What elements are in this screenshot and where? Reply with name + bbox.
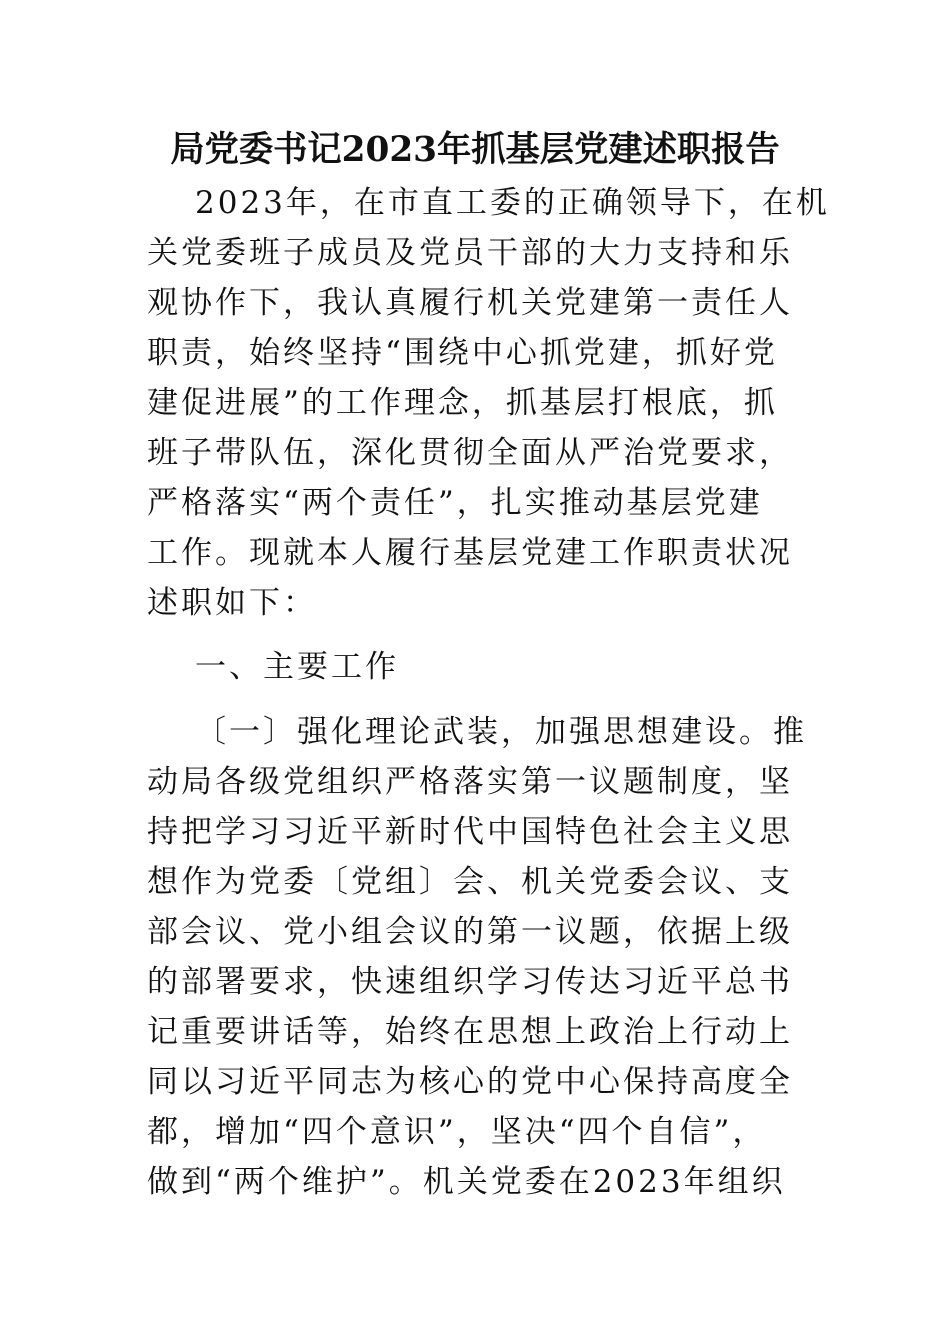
paragraph-line: 严格落实“两个责任”，扎实推动基层党建	[147, 485, 763, 521]
paragraph-line: 持把学习习近平新时代中国特色社会主义思	[147, 814, 793, 850]
paragraph-line: 工作。现就本人履行基层党建工作职责状况	[147, 535, 793, 571]
paragraph-line: 述职如下：	[147, 585, 317, 621]
paragraph-line: 的部署要求，快速组织学习传达习近平总书	[147, 964, 793, 1000]
paragraph-line: 部会议、党小组会议的第一议题，依据上级	[147, 914, 793, 950]
paragraph-line: 同以习近平同志为核心的党中心保持高度全	[147, 1064, 793, 1100]
paragraph-line: 都，增加“四个意识”，坚决“四个自信”，	[147, 1114, 767, 1150]
paragraph-line: 班子带队伍，深化贯彻全面从严治党要求，	[147, 435, 793, 471]
paragraph-line: 记重要讲话等，始终在思想上政治上行动上	[147, 1014, 793, 1050]
paragraph-line: 做到“两个维护”。机关党委在2023年组织	[147, 1164, 786, 1200]
paragraph-line: 想作为党委〔党组〕会、机关党委会议、支	[147, 864, 793, 900]
paragraph-line: 动局各级党组织严格落实第一议题制度，坚	[147, 764, 793, 800]
paragraph-line: 建促进展”的工作理念，抓基层打根底，抓	[147, 385, 778, 421]
paragraph-line: 关党委班子成员及党员干部的大力支持和乐	[147, 235, 793, 271]
paragraph-line: 〔一〕强化理论武装，加强思想建设。推	[195, 714, 807, 750]
paragraph-line: 观协作下，我认真履行机关党建第一责任人	[147, 285, 793, 321]
paragraph-line: 职责，始终坚持“围绕中心抓党建，抓好党	[147, 335, 778, 371]
paragraph-line: 2023年，在市直工委的正确领导下，在机	[195, 185, 830, 221]
document-title: 局党委书记2023年抓基层党建述职报告	[170, 129, 780, 170]
section-heading: 一、主要工作	[195, 649, 399, 685]
